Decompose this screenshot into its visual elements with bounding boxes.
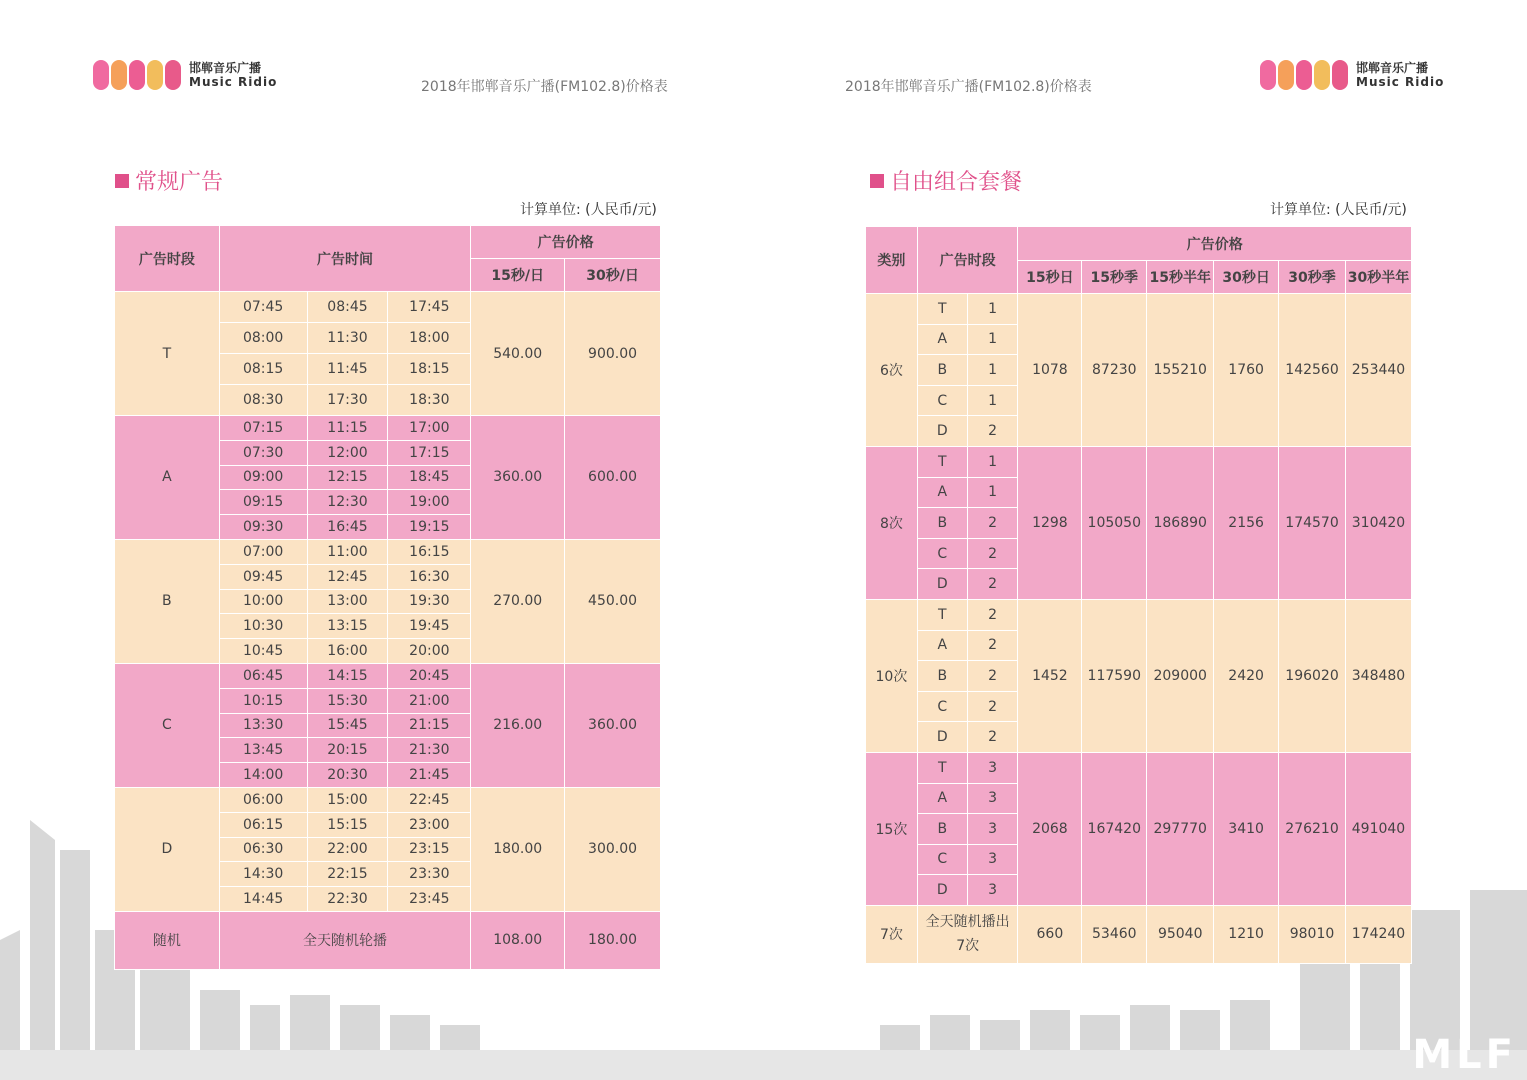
- time-cell: 21:00: [388, 688, 471, 713]
- time-cell: 14:15: [307, 663, 388, 688]
- segment-count: 2: [967, 599, 1018, 630]
- segment-count: 3: [967, 814, 1018, 845]
- time-cell: 11:15: [307, 416, 388, 441]
- time-cell: 16:30: [388, 564, 471, 589]
- header-price-col: 15秒半年: [1147, 261, 1214, 294]
- segment-count: 2: [967, 691, 1018, 722]
- price-30s: 180.00: [565, 911, 661, 969]
- time-cell: 23:30: [388, 862, 471, 887]
- time-cell: 22:30: [307, 887, 388, 912]
- price-15s: 540.00: [471, 292, 565, 416]
- logo-text-cn: 邯郸音乐广播: [1356, 61, 1429, 75]
- package-price: 297770: [1147, 752, 1214, 905]
- segment-count: 2: [967, 538, 1018, 569]
- price-15s: 180.00: [471, 787, 565, 911]
- segment-count: 2: [967, 508, 1018, 539]
- package-price: 2156: [1214, 446, 1279, 599]
- price-30s: 300.00: [565, 787, 661, 911]
- segment-code: B: [917, 508, 967, 539]
- price-15s: 216.00: [471, 663, 565, 787]
- package-price: 1078: [1018, 294, 1082, 447]
- segment-code: B: [917, 355, 967, 386]
- header-price: 广告价格: [471, 226, 661, 259]
- package-price: 1452: [1018, 599, 1082, 752]
- time-cell: 09:30: [219, 515, 307, 540]
- package-price: 167420: [1082, 752, 1147, 905]
- package-price: 1760: [1214, 294, 1279, 447]
- time-cell: 10:30: [219, 614, 307, 639]
- square-bullet-icon: [115, 174, 129, 188]
- segment-count: 2: [967, 416, 1018, 447]
- segment-code: D: [917, 722, 967, 753]
- time-cell: 20:00: [388, 639, 471, 664]
- package-label: 6次: [866, 294, 918, 447]
- time-cell: 13:45: [219, 738, 307, 763]
- package-price: 348480: [1345, 599, 1411, 752]
- time-cell: 21:15: [388, 713, 471, 738]
- time-cell: 17:30: [307, 385, 388, 416]
- time-cell: 08:15: [219, 354, 307, 385]
- header-price-col: 30秒半年: [1345, 261, 1411, 294]
- logo-text-en: Music Ridio: [189, 75, 278, 89]
- header-price-col: 30秒季: [1279, 261, 1346, 294]
- time-cell: 07:45: [219, 292, 307, 323]
- segment-count: 2: [967, 630, 1018, 661]
- segment-code: T: [917, 599, 967, 630]
- unit-label: 计算单位: (人民币/元): [1270, 202, 1407, 218]
- header-category: 类别: [866, 227, 918, 294]
- time-cell: 06:00: [219, 787, 307, 812]
- header-price-col: 15秒日: [1018, 261, 1082, 294]
- time-cell: 15:45: [307, 713, 388, 738]
- time-cell: 19:15: [388, 515, 471, 540]
- time-cell: 23:45: [388, 887, 471, 912]
- time-cell: 16:15: [388, 539, 471, 564]
- logo-mark: [1260, 60, 1348, 90]
- segment-code: C: [917, 691, 967, 722]
- segment-code: B: [917, 661, 967, 692]
- price-30s: 600.00: [565, 416, 661, 540]
- price-15s: 108.00: [471, 911, 565, 969]
- package-price: 253440: [1345, 294, 1411, 447]
- time-cell: 22:00: [307, 837, 388, 862]
- segment-label: T: [115, 292, 220, 416]
- header-30s: 30秒/日: [565, 259, 661, 292]
- time-cell: 11:30: [307, 323, 388, 354]
- segment-count: 3: [967, 752, 1018, 783]
- time-cell: 09:15: [219, 490, 307, 515]
- doc-title-left: 2018年邯郸音乐广播(FM102.8)价格表: [421, 79, 668, 95]
- package-price: 209000: [1147, 599, 1214, 752]
- time-cell: 07:00: [219, 539, 307, 564]
- time-cell: 22:15: [307, 862, 388, 887]
- package-price: 276210: [1279, 752, 1346, 905]
- segment-label: B: [115, 539, 220, 663]
- section-title-text: 自由组合套餐: [890, 170, 1023, 195]
- segment-count: 1: [967, 446, 1018, 477]
- segment-label: C: [115, 663, 220, 787]
- segment-count: 3: [967, 783, 1018, 814]
- package-price: 155210: [1147, 294, 1214, 447]
- time-cell: 06:30: [219, 837, 307, 862]
- logo-left: [93, 60, 277, 90]
- time-cell: 13:30: [219, 713, 307, 738]
- time-cell: 13:15: [307, 614, 388, 639]
- segment-count: 1: [967, 294, 1018, 325]
- price-30s: 360.00: [565, 663, 661, 787]
- time-cell: 15:30: [307, 688, 388, 713]
- segment-count: 1: [967, 385, 1018, 416]
- unit-label: 计算单位: (人民币/元): [520, 202, 657, 218]
- segment-code: T: [917, 294, 967, 325]
- square-bullet-icon: [870, 174, 884, 188]
- price-15s: 270.00: [471, 539, 565, 663]
- time-cell: 12:15: [307, 465, 388, 490]
- segment-label: 随机: [115, 911, 220, 969]
- package-label: 8次: [866, 446, 918, 599]
- time-cell: 18:30: [388, 385, 471, 416]
- time-cell: 14:00: [219, 763, 307, 788]
- package-price: 660: [1018, 905, 1082, 963]
- time-cell: 18:45: [388, 465, 471, 490]
- header-price: 广告价格: [1018, 227, 1412, 261]
- time-cell: 06:45: [219, 663, 307, 688]
- time-cell: 19:45: [388, 614, 471, 639]
- time-cell: 10:00: [219, 589, 307, 614]
- segment-label: A: [115, 416, 220, 540]
- package-price: 1298: [1018, 446, 1082, 599]
- package-price: 3410: [1214, 752, 1279, 905]
- time-cell: 07:15: [219, 416, 307, 441]
- logo-mark: [93, 60, 181, 90]
- package-price: 105050: [1082, 446, 1147, 599]
- segment-count: 3: [967, 844, 1018, 875]
- header-segment: 广告时段: [917, 227, 1018, 294]
- segment-code: A: [917, 324, 967, 355]
- time-cell: 18:15: [388, 354, 471, 385]
- package-price: 142560: [1279, 294, 1346, 447]
- time-cell: 08:30: [219, 385, 307, 416]
- time-cell: 22:45: [388, 787, 471, 812]
- segment-code: D: [917, 569, 967, 600]
- time-cell: 06:15: [219, 812, 307, 837]
- package-table: [865, 226, 1412, 964]
- time-cell: 08:00: [219, 323, 307, 354]
- segment-count: 2: [967, 722, 1018, 753]
- package-price: 491040: [1345, 752, 1411, 905]
- package-price: 98010: [1279, 905, 1346, 963]
- section-title-packages: [870, 165, 1022, 196]
- time-cell: 13:00: [307, 589, 388, 614]
- time-cell: 21:30: [388, 738, 471, 763]
- segment-code: A: [917, 477, 967, 508]
- time-cell: 18:00: [388, 323, 471, 354]
- regular-ads-table: [114, 225, 661, 970]
- time-cell: 11:45: [307, 354, 388, 385]
- segment-code: D: [917, 416, 967, 447]
- package-price: 117590: [1082, 599, 1147, 752]
- price-30s: 450.00: [565, 539, 661, 663]
- logo-text-cn: 邯郸音乐广播: [189, 61, 262, 75]
- package-price: 186890: [1147, 446, 1214, 599]
- package-price: 95040: [1147, 905, 1214, 963]
- time-cell: 14:45: [219, 887, 307, 912]
- header-segment: 广告时段: [115, 226, 220, 292]
- package-price: 196020: [1279, 599, 1346, 752]
- header-time: 广告时间: [219, 226, 471, 292]
- package-label: 10次: [866, 599, 918, 752]
- time-cell: 19:30: [388, 589, 471, 614]
- package-price: 2068: [1018, 752, 1082, 905]
- time-cell: 12:00: [307, 440, 388, 465]
- time-cell: 17:00: [388, 416, 471, 441]
- package-label: 15次: [866, 752, 918, 905]
- random-desc-line2: 7次: [956, 938, 980, 955]
- segment-count: 1: [967, 477, 1018, 508]
- time-cell: 15:00: [307, 787, 388, 812]
- time-cell: 16:45: [307, 515, 388, 540]
- time-cell: 23:00: [388, 812, 471, 837]
- package-price: 310420: [1345, 446, 1411, 599]
- segment-code: C: [917, 385, 967, 416]
- time-cell: 15:15: [307, 812, 388, 837]
- time-cell: 12:30: [307, 490, 388, 515]
- time-cell: 16:00: [307, 639, 388, 664]
- time-cell: 08:45: [307, 292, 388, 323]
- doc-title-right: 2018年邯郸音乐广播(FM102.8)价格表: [845, 79, 1092, 95]
- time-cell: 17:45: [388, 292, 471, 323]
- time-cell: 07:30: [219, 440, 307, 465]
- time-cell: 21:45: [388, 763, 471, 788]
- segment-count: 2: [967, 661, 1018, 692]
- logo-text-en: Music Ridio: [1356, 75, 1445, 89]
- time-cell: 10:15: [219, 688, 307, 713]
- section-title-text: 常规广告: [135, 170, 224, 195]
- segment-count: 3: [967, 875, 1018, 906]
- package-price: 1210: [1214, 905, 1279, 963]
- segment-code: B: [917, 814, 967, 845]
- time-cell: 14:30: [219, 862, 307, 887]
- package-price: 2420: [1214, 599, 1279, 752]
- package-price: 53460: [1082, 905, 1147, 963]
- segment-code: C: [917, 844, 967, 875]
- segment-count: 1: [967, 355, 1018, 386]
- header-15s: 15秒/日: [471, 259, 565, 292]
- segment-label: D: [115, 787, 220, 911]
- random-desc-line1: 全天随机播出: [925, 914, 1010, 931]
- header-price-col: 30秒日: [1214, 261, 1279, 294]
- watermark: MLF: [1412, 1032, 1517, 1078]
- segment-code: T: [917, 446, 967, 477]
- time-cell: 20:30: [307, 763, 388, 788]
- time-cell: 11:00: [307, 539, 388, 564]
- package-price: 174570: [1279, 446, 1346, 599]
- random-desc: 全天随机轮播: [219, 911, 471, 969]
- segment-count: 1: [967, 324, 1018, 355]
- package-price: 87230: [1082, 294, 1147, 447]
- time-cell: 09:45: [219, 564, 307, 589]
- time-cell: 19:00: [388, 490, 471, 515]
- header-price-col: 15秒季: [1082, 261, 1147, 294]
- random-desc: [917, 905, 1018, 963]
- price-15s: 360.00: [471, 416, 565, 540]
- package-label: 7次: [866, 905, 918, 963]
- time-cell: 20:15: [307, 738, 388, 763]
- segment-code: D: [917, 875, 967, 906]
- package-price: 174240: [1345, 905, 1411, 963]
- logo-right: [1260, 60, 1444, 90]
- ground-band: [0, 1050, 1527, 1080]
- time-cell: 10:45: [219, 639, 307, 664]
- segment-code: C: [917, 538, 967, 569]
- price-30s: 900.00: [565, 292, 661, 416]
- segment-code: A: [917, 783, 967, 814]
- segment-code: A: [917, 630, 967, 661]
- segment-count: 2: [967, 569, 1018, 600]
- time-cell: 17:15: [388, 440, 471, 465]
- segment-code: T: [917, 752, 967, 783]
- time-cell: 23:15: [388, 837, 471, 862]
- time-cell: 09:00: [219, 465, 307, 490]
- time-cell: 20:45: [388, 663, 471, 688]
- section-title-regular-ads: [115, 165, 223, 196]
- time-cell: 12:45: [307, 564, 388, 589]
